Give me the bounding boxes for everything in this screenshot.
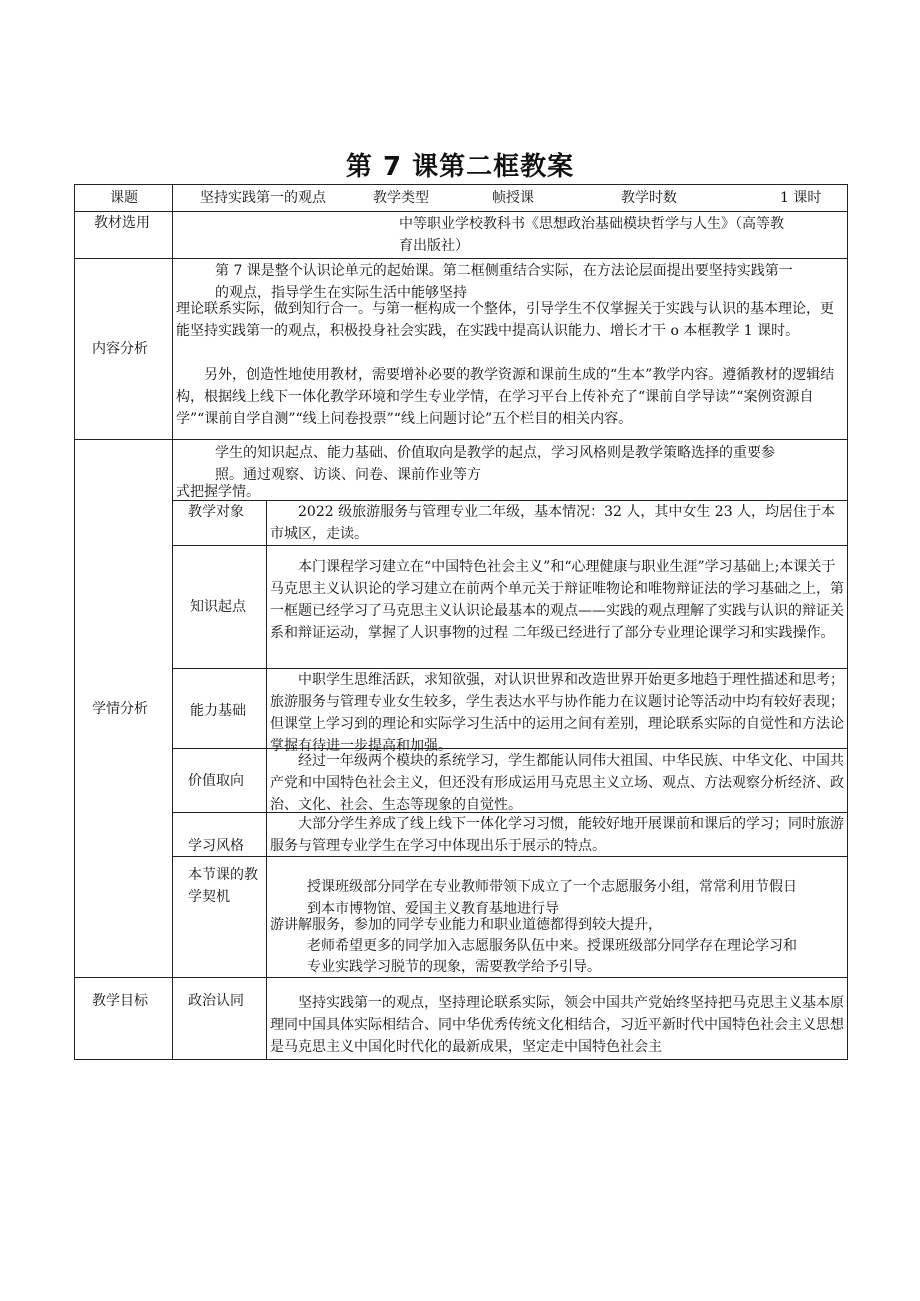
table-rule [74,184,75,1060]
table-rule [74,1059,848,1060]
table-rule [172,545,848,546]
learner-analysis-label: 学情分析 [92,701,148,717]
table-rule [74,184,848,185]
learner-intro-line: 照。通过观察、访谈、问卷、课前作业等方 [215,467,481,483]
table-rule [74,211,848,212]
political-identity-text: 坚持实践第一的观点，坚持理论联系实际，领会中国共产党始终坚持把马克思主义基本原理同中国具体实际相结合、同中华优秀传统文化相结合，习近平新时代中国特色社会主义思想是马克思主义中国化时代化的最新成果，坚定走中国特色社会主 [270,995,844,1055]
teaching-target-text: 2022 级旅游服务与管理专业二年级，基本情况：32 人，其中女生 23 人，均居住于本市城区，走读。 [270,504,836,542]
opportunity-line: 游讲解服务，参加的同学专业能力和职业道德都得到较大提升， [270,917,662,933]
textbook-line: 中等职业学校教科书《思想政治基础模块哲学与人生》（高等教 [399,216,784,232]
teaching-opportunity-label: 本节课的教 [188,867,258,883]
content-paragraph: 理论联系实际，做到知行合一。与第一框构成一个整体，引导学生不仅掌握关于实践与认识的基本理论，更能坚持实践第一的观点，积极投身社会实践，在实践中提高认识能力、增长才干 o 本框教学 1 课时。 [176,301,834,339]
opportunity-line: 到本市博物馆、爱国主义教育基地进行导 [307,901,559,917]
table-rule [266,500,267,1060]
table-rule [172,184,173,1060]
value-orientation-text: 经过一年级两个模块的系统学习，学生都能认同伟大祖国、中华民族、中华文化、中国共产党和中国特色社会主义，但还没有形成运用马克思主义立场、观点、方法观察分析经济、政治、文化、社会、生态等现象的自觉性。 [270,753,844,813]
table-rule [847,184,848,1060]
content-line: 的观点，指导学生在实际生活中能够坚持 [215,285,467,301]
opportunity-line: 专业实践学习脱节的现象，需要教学给予引导。 [307,959,601,975]
page-title: 第 7 课第二框教案 [345,152,575,182]
political-identity-label: 政治认同 [188,993,244,1009]
table-rule [74,258,848,259]
content-line: 第 7 课是整个认识论单元的起始课。第二框侧重结合实际，在方法论层面提出要坚持实践第一 [215,263,793,279]
learning-style-label: 学习风格 [188,838,244,854]
ability-base-text: 中职学生思维活跃，求知欲强，对认识世界和改造世界开始更多地趋于理性描述和思考；旅游服务与管理专业女生较多，学生表达水平与协作能力在议题讨论等活动中均有较好表现；但课堂上学习到的理论和实际学习生活中的运用之间有差别，理论联系实际的自觉性和方法论掌握有待进一步提高和加强。 [270,672,844,754]
textbook-line: 育出版社） [399,238,469,254]
opportunity-line: 授课班级部分同学在专业教师带领下成立了一个志愿服务小组，常常利用节假日 [307,879,797,895]
learner-intro-line: 式把握学情。 [176,484,260,500]
knowledge-start-label: 知识起点 [190,599,246,615]
knowledge-start-text: 本门课程学习建立在“中国特色社会主义”和“心理健康与职业生涯”学习基础上;本课关于马克思主义认识论的学习建立在前两个单元关于辩证唯物论和唯物辩证法的学习基础之上，第一框题已经学习了马克思主义认识论最基本的观点——实践的观点理解了实践与认识的辩证关系和辩证运动，掌握了人识事物的过程 二年级已经进行了部分专业理论课学习和实践操作。 [270,559,844,641]
teaching-target-label: 教学对象 [188,504,244,520]
learning-style-text: 大部分学生养成了线上线下一体化学习习惯，能较好地开展课前和课后的学习；同时旅游服务与管理专业学生在学习中体现出乐于展示的特点。 [270,816,844,854]
type-label: 教学类型 [373,190,429,206]
type-value: 帧授课 [492,190,534,206]
topic-value: 坚持实践第一的观点 [200,190,326,206]
textbook-label: 教材选用 [94,215,150,231]
hours-label: 教学时数 [621,190,677,206]
lesson-plan-table [74,184,848,1060]
teaching-goals-label: 教学目标 [92,993,148,1009]
ability-base-label: 能力基础 [190,703,246,719]
hours-value: 1 课时 [780,190,822,206]
topic-label: 课题 [110,190,138,206]
value-orientation-label: 价值取向 [188,773,244,789]
content-analysis-label: 内容分析 [92,341,148,357]
table-rule [74,439,848,440]
content-paragraph: 另外，创造性地使用教材，需要增补必要的教学资源和课前生成的“生本”教学内容。遵循教材的逻辑结构，根据线上线下一体化教学环境和学生专业学情，在学习平台上传补充了“课前自学导读”“案例资源自学”“课前自学自测”“线上问卷投票”“线上问题讨论”五个栏目的相关内容。 [176,367,835,427]
opportunity-line: 老师希望更多的同学加入志愿服务队伍中来。授课班级部分同学存在理论学习和 [307,938,797,954]
teaching-opportunity-label: 学契机 [188,889,230,905]
learner-intro-line: 学生的知识起点、能力基础、价值取向是教学的起点，学习风格则是教学策略选择的重要参 [215,445,775,461]
